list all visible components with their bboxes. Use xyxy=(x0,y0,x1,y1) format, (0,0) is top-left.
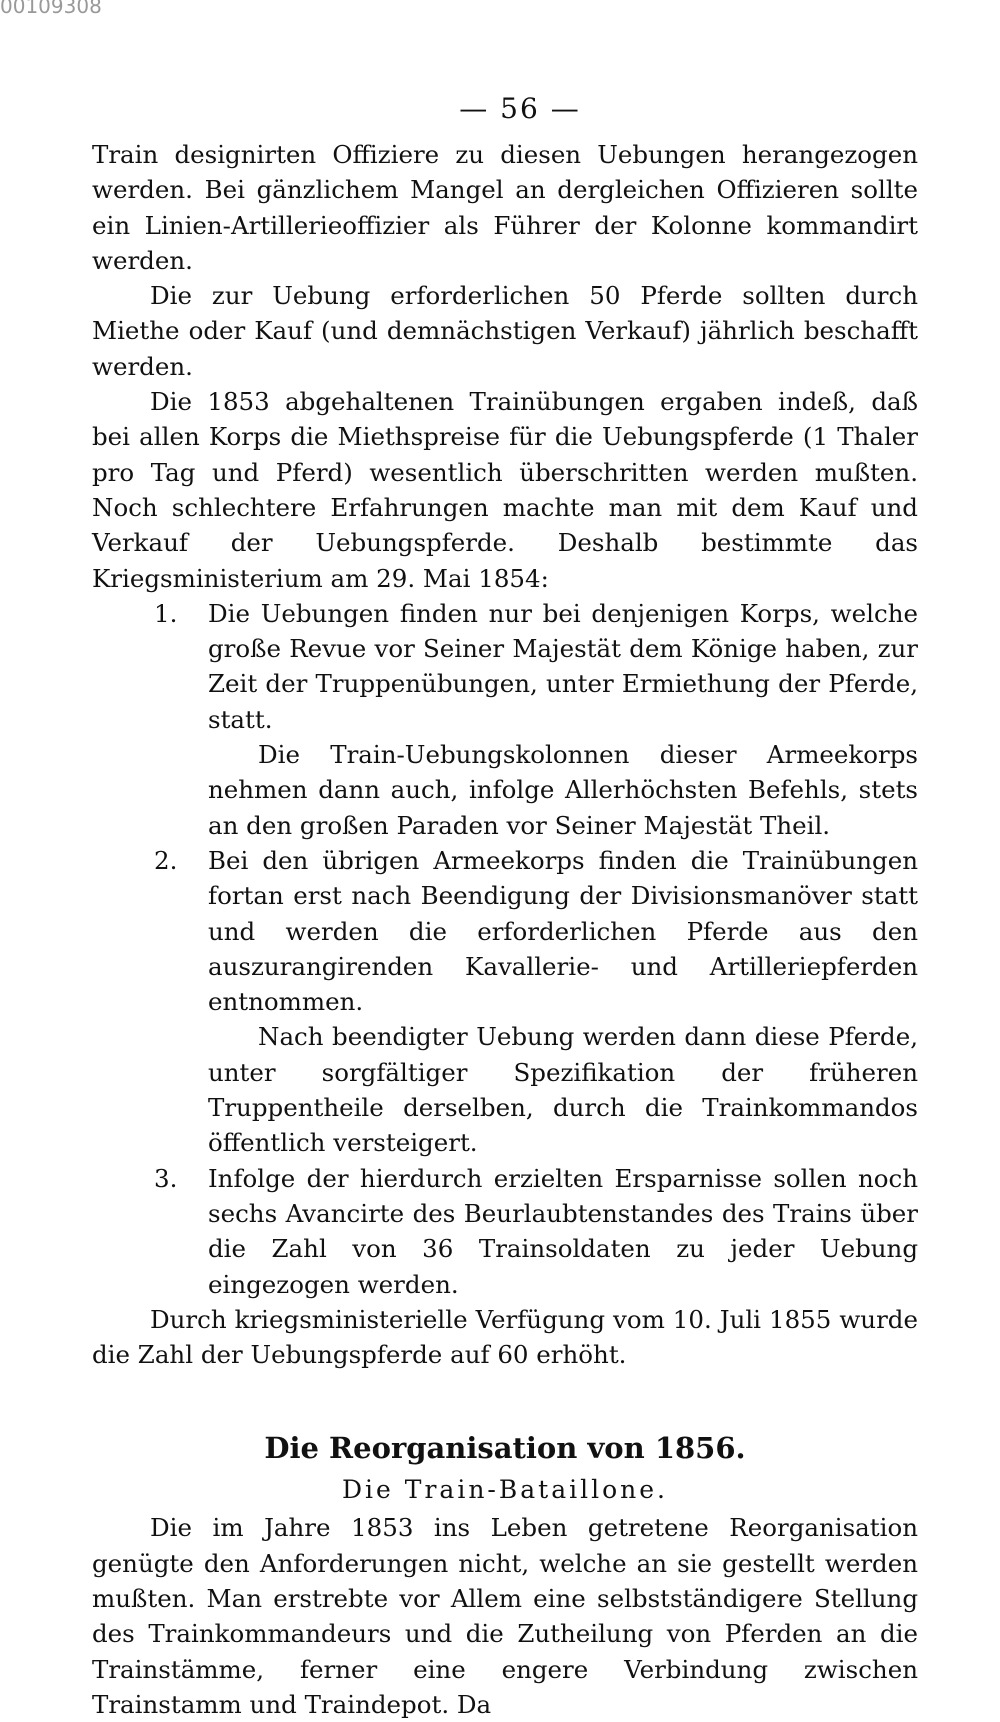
list-item-text: Infolge der hierdurch erzielten Ersparnisse sollen noch sechs Avancirte des Beurlaubtenstandes des Trains über die Zahl von 36 Trainsoldaten zu jeder Uebung eingezogen werden. xyxy=(208,1163,918,1299)
section-heading: Die Reorganisation von 1856. xyxy=(264,1431,746,1466)
archive-stamp: 00109308 xyxy=(0,0,102,18)
decree-list xyxy=(92,596,918,1302)
list-number: 2. xyxy=(154,845,178,875)
list-item-text: Bei den übrigen Armeekorps finden die Trainübungen fortan erst nach Beendigung der Divisionsmanöver statt und werden die erforderlichen Pferde aus den auszurangirenden Kavallerie- und Artilleriepferden entnommen. xyxy=(208,845,918,1017)
page-body xyxy=(92,92,918,1722)
list-item-text: Die Uebungen finden nur bei denjenigen Korps, welche große Revue vor Seiner Majestät dem Könige haben, zur Zeit der Truppenübungen, unter Ermiethung der Pferde, statt. xyxy=(208,598,918,734)
list-item-subtext: Nach beendigter Uebung werden dann diese Pferde, unter sorgfältiger Spezifikation der früheren Truppentheile derselben, durch die Trainkommandos öffentlich versteigert. xyxy=(208,1022,918,1158)
list-number: 3. xyxy=(154,1163,178,1193)
paragraph: Train designirten Offiziere zu diesen Uebungen herangezogen werden. Bei gänzlichem Mangel an dergleichen Offizieren sollte ein Linien-Artillerieoffizier als Führer der Kolonne kommandirt werden. xyxy=(92,140,918,275)
list-item-subtext: Die Train-Uebungskolonnen dieser Armeekorps nehmen dann auch, infolge Allerhöchsten Befehls, stets an den großen Paraden vor Seiner Majestät Theil. xyxy=(208,740,918,840)
list-number: 1. xyxy=(154,598,178,628)
paragraph: Die im Jahre 1853 ins Leben getretene Reorganisation genügte den Anforderungen nicht, welche an sie gestellt werden mußten. Man erstrebte vor Allem eine selbstständigere Stellung des Trainkommandeurs und die Zutheilung von Pferden an die Trainstämme, ferner eine engere Verbindung zwischen Trainstamm und Traindepot. Da xyxy=(92,1513,918,1719)
paragraph: Die zur Uebung erforderlichen 50 Pferde sollten durch Miethe oder Kauf (und demnächstigen Verkauf) jährlich beschafft werden. xyxy=(92,281,918,381)
page-number: — 56 — xyxy=(459,92,581,125)
paragraph: Die 1853 abgehaltenen Trainübungen ergaben indeß, daß bei allen Korps die Miethspreise für die Uebungspferde (1 Thaler pro Tag und Pferd) wesentlich überschritten werden mußten. Noch schlechtere Erfahrungen machte man mit dem Kauf und Verkauf der Uebungspferde. Deshalb bestimmte das Kriegsministerium am 29. Mai 1854: xyxy=(92,387,918,593)
paragraph: Durch kriegsministerielle Verfügung vom 10. Juli 1855 wurde die Zahl der Uebungspferde auf 60 erhöht. xyxy=(92,1304,918,1370)
list-item xyxy=(92,596,918,843)
list-item xyxy=(92,1161,918,1302)
section-subheading: Die Train-Bataillone. xyxy=(342,1475,668,1505)
list-item xyxy=(92,843,918,1161)
